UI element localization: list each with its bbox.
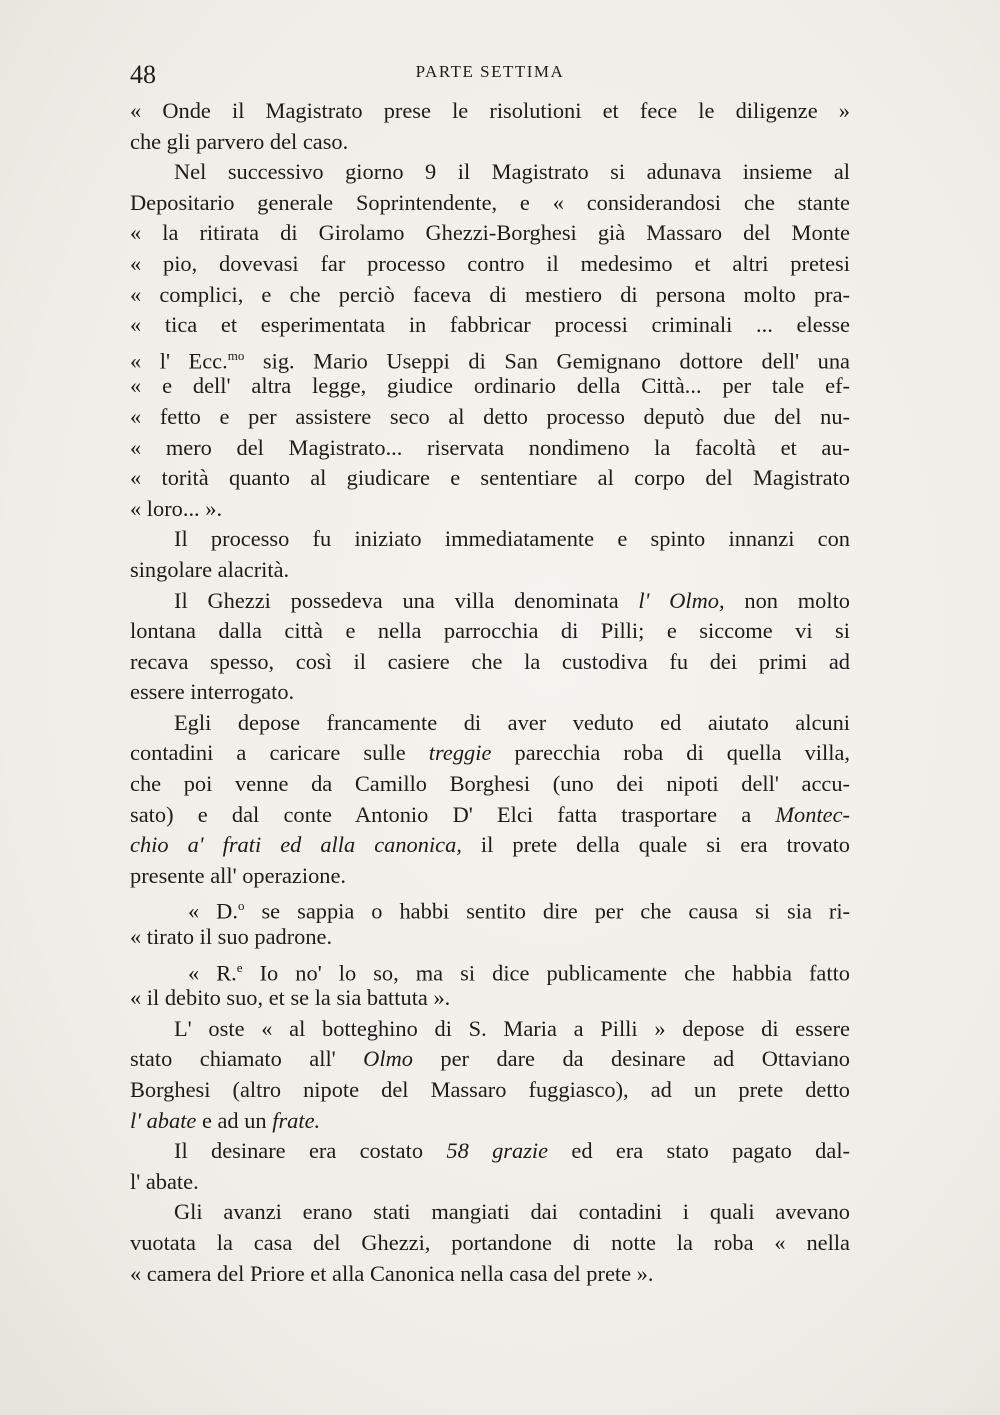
text-line: Gli avanzi erano stati mangiati dai contadini i quali avevano (174, 1199, 850, 1225)
text-line: « loro... ». (130, 495, 223, 521)
text-line (130, 738, 850, 769)
italic-fragment: l' Olmo, (638, 587, 725, 613)
running-title: PARTE SETTIMA (415, 62, 565, 81)
text-line (130, 1136, 850, 1167)
text-fragment: sig. Mario Useppi di San Gemignano dottore dell' una (244, 348, 850, 374)
italic-fragment: Olmo (363, 1046, 413, 1072)
text-line (130, 800, 850, 831)
italic-fragment: 58 grazie (446, 1138, 549, 1164)
text-line: « Onde il Magistrato prese le risolutioni et fece le diligenze » (130, 98, 850, 123)
text-fragment: Il desinare era costato (174, 1138, 447, 1164)
text-fragment: « D. (188, 898, 238, 924)
text-fragment: Il Ghezzi possedeva una villa denominata (174, 587, 639, 613)
text-line: « mero del Magistrato... riservata nondimeno la facoltà et au- (130, 434, 850, 460)
text-line: « complici, e che perciò faceva di mestiero di persona molto pra- (130, 281, 850, 307)
text-line: « il debito suo, et se la sia battuta ». (130, 985, 451, 1011)
superscript: mo (227, 347, 245, 363)
superscript: e (236, 959, 243, 975)
text-line: L' oste « al botteghino di S. Maria a Pilli » depose di essere (174, 1015, 850, 1041)
text-line: lontana dalla città e nella parrocchia di Pilli; e siccome vi si (130, 618, 850, 644)
text-line: che gli parvero del caso. (130, 128, 349, 154)
text-fragment: se sappia o habbi sentito dire per che causa si sia ri- (244, 898, 851, 924)
text-line: « e dell' altra legge, giudice ordinario della Città... per tale ef- (130, 373, 850, 399)
text-line: Il processo fu iniziato immediatamente e spinto innanzi con (174, 526, 850, 552)
italic-fragment: frate. (272, 1107, 321, 1133)
text-line (130, 1106, 850, 1137)
text-line: singolare alacrità. (130, 556, 290, 582)
text-line: « pio, dovevasi far processo contro il medesimo et altri pretesi (130, 250, 850, 276)
page-header (130, 60, 850, 94)
text-line: recava spesso, così il casiere che la custodiva fu dei primi ad (130, 648, 850, 674)
text-line: « torità quanto al giudicare e sententiare al corpo del Magistrato (130, 465, 850, 491)
text-line: l' abate. (130, 1168, 199, 1194)
italic-fragment: treggie (428, 740, 492, 766)
text-line (130, 586, 850, 617)
text-line: Borghesi (altro nipote del Massaro fuggiasco), ad un prete detto (130, 1077, 850, 1102)
text-fragment: « R. (188, 960, 237, 986)
text-fragment: parecchia roba di quella villa, (491, 740, 850, 766)
italic-fragment: l' abate (130, 1107, 197, 1133)
text-line (130, 830, 850, 861)
text-line: presente all' operazione. (130, 862, 347, 888)
text-line: « tirato il suo padrone. (130, 924, 333, 950)
italic-fragment: Montec- (775, 801, 850, 827)
text-fragment: « l' Ecc. (130, 348, 228, 374)
text-line (130, 1044, 850, 1075)
text-fragment: Io no' lo so, ma si dice publicamente che habbia fatto (242, 960, 850, 986)
text-fragment: e ad un (196, 1107, 273, 1133)
text-fragment: sato) e dal conte Antonio D' Elci fatta trasportare a (130, 801, 776, 827)
text-fragment: non molto (724, 587, 850, 613)
text-line (130, 891, 850, 922)
text-fragment: per dare da desinare ad Ottaviano (412, 1046, 850, 1072)
text-fragment: il prete della quale si era trovato (461, 832, 850, 858)
text-line: « camera del Priore et alla Canonica nella casa del prete ». (130, 1260, 654, 1286)
text-line: « la ritirata di Girolamo Ghezzi-Borghesi già Massaro del Monte (130, 220, 850, 246)
text-line: Nel successivo giorno 9 il Magistrato si adunava insieme al (174, 159, 850, 185)
page-number: 48 (130, 60, 156, 89)
text-line: Depositario generale Soprintendente, e « considerandosi che stante (130, 189, 850, 215)
italic-fragment: chio a' frati ed alla canonica, (130, 832, 462, 858)
text-fragment: stato chiamato all' (130, 1046, 364, 1072)
text-line: essere interrogato. (130, 679, 295, 705)
superscript: o (237, 898, 245, 914)
text-line: « fetto e per assistere seco al detto processo deputò due del nu- (130, 403, 850, 429)
text-fragment: contadini a caricare sulle (130, 740, 429, 766)
text-line (130, 953, 850, 984)
body-text (130, 96, 850, 1289)
text-fragment: ed era stato pagato dal- (548, 1138, 850, 1164)
text-line: che poi venne da Camillo Borghesi (uno dei nipoti dell' accu- (130, 771, 850, 797)
text-line: « tica et esperimentata in fabbricar processi criminali ... elesse (130, 312, 850, 338)
text-line: vuotata la casa del Ghezzi, portandone di notte la roba « nella (130, 1229, 850, 1255)
text-line: Egli depose francamente di aver veduto ed aiutato alcuni (174, 709, 850, 735)
text-line (130, 341, 850, 372)
